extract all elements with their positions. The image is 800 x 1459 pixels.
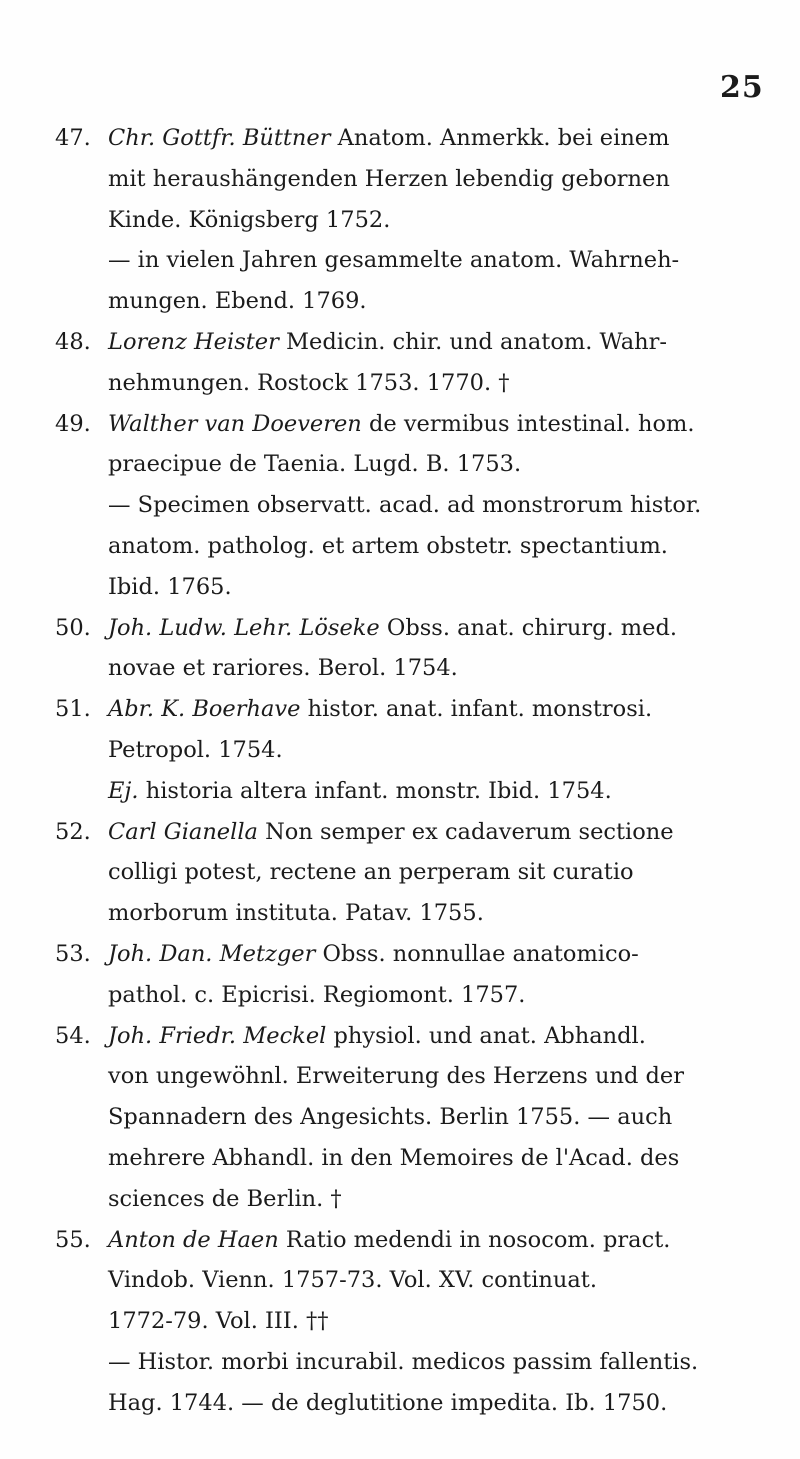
- entry-text: mungen. Ebend. 1769.: [108, 288, 367, 315]
- entry-text: colligi potest, rectene an perperam sit curatio: [108, 859, 634, 886]
- entry-line: [108, 812, 775, 853]
- entry-text: nehmungen. Rostock 1753. 1770. †: [108, 369, 510, 396]
- entry-author: Joh. Dan. Metzger: [108, 940, 316, 967]
- entry-line: [108, 893, 775, 934]
- entry-author: Ej.: [108, 777, 139, 804]
- entry-text: histor. anat. infant. monstrosi.: [307, 696, 653, 723]
- entry-author: Anton de Haen: [108, 1226, 279, 1253]
- bibliography-entry: [55, 1220, 775, 1342]
- entry-author: Lorenz Heister: [108, 328, 279, 355]
- entry-line: [108, 444, 775, 485]
- entry-line: [108, 1383, 775, 1424]
- entry-line: [108, 1260, 775, 1301]
- entry-line: [108, 730, 775, 771]
- entry-line: [108, 1097, 775, 1138]
- entry-line: [108, 485, 775, 526]
- entry-text: Hag. 1744. — de deglutitione impedita. Ib. 1750.: [108, 1389, 668, 1416]
- entry-line: [108, 281, 775, 322]
- entry-number: 48.: [55, 328, 91, 355]
- entry-text: praecipue de Taenia. Lugd. B. 1753.: [108, 451, 522, 478]
- entry-text: novae et rariores. Berol. 1754.: [108, 655, 458, 682]
- bibliography-entry: [55, 118, 775, 240]
- entry-line: [108, 1342, 775, 1383]
- entry-text: Ratio medendi in nosocom. pract.: [285, 1226, 671, 1253]
- bibliography-entry: [55, 771, 775, 812]
- entry-line: [108, 1138, 775, 1179]
- bibliography-entry: [55, 240, 775, 322]
- page-number: 25: [720, 70, 764, 105]
- entry-line: [108, 1220, 775, 1261]
- entry-line: [108, 404, 775, 445]
- bibliography-entry: [55, 812, 775, 934]
- entry-text: Kinde. Königsberg 1752.: [108, 206, 391, 233]
- entry-text: Obss. nonnullae anatomico-: [322, 940, 639, 967]
- entry-text: sciences de Berlin. †: [108, 1185, 342, 1212]
- entry-line: [108, 322, 775, 363]
- entry-line: [108, 852, 775, 893]
- entry-line: [108, 689, 775, 730]
- bibliography-entry: [55, 404, 775, 486]
- entry-text: pathol. c. Epicrisi. Regiomont. 1757.: [108, 981, 526, 1008]
- entry-line: [108, 567, 775, 608]
- entry-line: [108, 975, 775, 1016]
- entry-number: 55.: [55, 1226, 91, 1253]
- entry-author: Joh. Friedr. Meckel: [108, 1022, 327, 1049]
- bibliography-entry: [55, 934, 775, 1016]
- entry-line: [108, 526, 775, 567]
- entry-line: [108, 240, 775, 281]
- entry-number: 47.: [55, 125, 91, 151]
- entry-text: Obss. anat. chirurg. med.: [386, 614, 678, 641]
- entry-line: [108, 200, 775, 241]
- entry-text: morborum instituta. Patav. 1755.: [108, 900, 484, 927]
- entry-number: 53.: [55, 940, 91, 967]
- entry-text: Ibid. 1765.: [108, 573, 232, 600]
- entry-line: [108, 1179, 775, 1220]
- entry-text: von ungewöhnl. Erweiterung des Herzens und der: [108, 1063, 684, 1090]
- entry-text: physiol. und anat. Abhandl.: [333, 1022, 646, 1049]
- entry-line: [108, 771, 775, 812]
- entry-line: [108, 608, 775, 649]
- entry-text: Medicin. chir. und anatom. Wahr-: [286, 328, 667, 355]
- entry-line: [108, 1301, 775, 1342]
- entry-number: 51.: [55, 696, 91, 723]
- entry-text: mehrere Abhandl. in den Memoires de l'Acad. des: [108, 1144, 680, 1171]
- entry-number: 54.: [55, 1022, 91, 1049]
- entry-text: 1772-79. Vol. III. ††: [108, 1308, 329, 1335]
- entry-text: — Specimen observatt. acad. ad monstrorum histor.: [108, 492, 702, 519]
- bibliography-entry: [55, 1016, 775, 1220]
- entry-text: Petropol. 1754.: [108, 736, 283, 763]
- entry-number: 49.: [55, 410, 91, 437]
- entry-number: 52.: [55, 818, 91, 845]
- entry-line: [108, 363, 775, 404]
- entry-author: Walther van Doeveren: [108, 410, 362, 437]
- entry-line: [108, 648, 775, 689]
- entry-author: Abr. K. Boerhave: [108, 696, 301, 723]
- entry-text: Vindob. Vienn. 1757-73. Vol. XV. continuat.: [108, 1267, 597, 1294]
- entry-line: [108, 1056, 775, 1097]
- entry-text: Spannadern des Angesichts. Berlin 1755. — auch: [108, 1104, 673, 1131]
- entry-text: Anatom. Anmerkk. bei einem: [337, 125, 670, 151]
- entry-number: 50.: [55, 614, 91, 641]
- bibliography-entry: [55, 322, 775, 404]
- entry-text: mit heraushängenden Herzen lebendig gebornen: [108, 165, 670, 192]
- entry-text: — in vielen Jahren gesammelte anatom. Wahrneh-: [108, 247, 680, 274]
- entry-author: Carl Gianella: [108, 818, 258, 845]
- entry-line: [108, 118, 775, 159]
- bibliography-entry: [55, 1342, 775, 1424]
- entry-text: — Histor. morbi incurabil. medicos passim fallentis.: [108, 1348, 699, 1375]
- bibliography-entry: [55, 689, 775, 771]
- entry-author: Joh. Ludw. Lehr. Löseke: [108, 614, 380, 641]
- entry-text: de vermibus intestinal. hom.: [368, 410, 695, 437]
- bibliography-list: [55, 118, 775, 1424]
- entry-text: anatom. patholog. et artem obstetr. spectantium.: [108, 532, 668, 559]
- entry-line: [108, 159, 775, 200]
- entry-author: Chr. Gottfr. Büttner: [108, 125, 331, 151]
- bibliography-entry: [55, 608, 775, 690]
- entry-line: [108, 1016, 775, 1057]
- entry-text: historia altera infant. monstr. Ibid. 1754.: [145, 777, 612, 804]
- entry-text: Non semper ex cadaverum sectione: [265, 818, 674, 845]
- entry-line: [108, 934, 775, 975]
- bibliography-entry: [55, 485, 775, 607]
